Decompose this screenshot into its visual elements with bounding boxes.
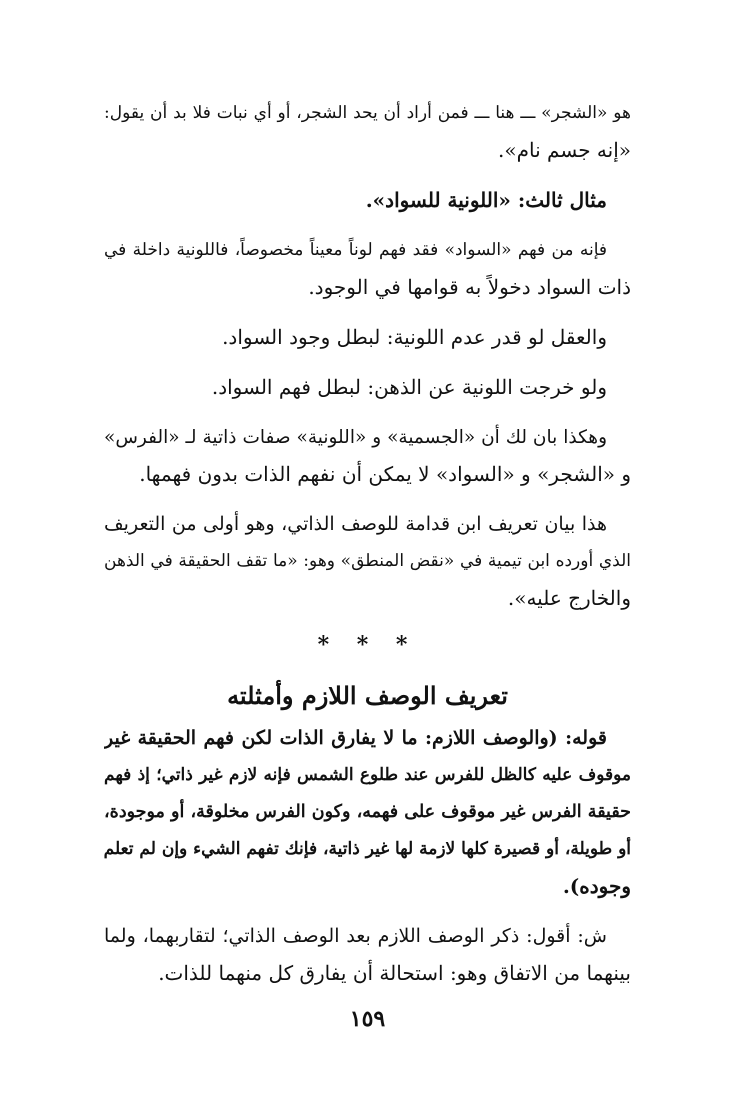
paragraph: [104, 369, 631, 406]
paragraph: [104, 419, 631, 493]
text-line: وجوده).: [562, 874, 631, 898]
text-line: «إنه جسم نام».: [498, 138, 631, 162]
paragraph: [104, 232, 631, 306]
text-line: وهكذا بان لك أن «الجسمية» و «اللونية» صفات ذاتية لـ «الفرس»: [104, 427, 607, 448]
paragraph: [104, 918, 631, 992]
text-line: ولو خرجت اللونية عن الذهن: لبطل فهم السواد.: [211, 375, 607, 399]
example-label-line: مثال ثالث: «اللونية للسواد».: [365, 188, 607, 212]
paragraph: [104, 319, 631, 356]
text-line: و «الشجر» و «السواد» لا يمكن أن نفهم الذات بدون فهمها.: [139, 462, 631, 486]
text-line: ذات السواد دخولاً به قوامها في الوجود.: [308, 275, 631, 299]
text-line: هذا بيان تعريف ابن قدامة للوصف الذاتي، وهو أولى من التعريف: [104, 513, 607, 535]
text-line: والعقل لو قدر عدم اللونية: لبطل وجود السواد.: [222, 325, 607, 349]
page-number: ١٥٩: [349, 1006, 386, 1032]
text-line: الذي أورده ابن تيمية في «نقض المنطق» وهو: «ما تقف الحقيقة في الذهن: [104, 551, 631, 571]
text-line: حقيقة الفرس غير موقوف على فهمه، وكون الفرس مخلوقة، أو موجودة،: [104, 802, 631, 822]
text-line: فإنه من فهم «السواد» فقد فهم لوناً معيناً مخصوصاً، فاللونية داخلة في: [104, 240, 607, 260]
section-separator: * * *: [317, 632, 418, 658]
section-heading: تعريف الوصف اللازم وأمثلته: [227, 681, 508, 710]
text-line: والخارج عليه».: [507, 586, 631, 610]
paragraph: [104, 95, 631, 169]
text-line: موقوف عليه كالظل للفرس عند طلوع الشمس فإنه لازم غير ذاتي؛ إذ فهم: [104, 765, 631, 785]
text-line: قوله: (والوصف اللازم: ما لا يفارق الذات لكن فهم الحقيقة غير: [104, 727, 607, 749]
text-line: ش: أقول: ذكر الوصف اللازم بعد الوصف الذاتي؛ لتقاربهما، ولما: [104, 925, 607, 947]
text-line: أو طويلة، أو قصيرة كلها لازمة لها غير ذاتية، فإنك تفهم الشيء وإن لم تعلم: [104, 839, 631, 859]
text-line: هو «الشجر» ـــ هنا ـــ فمن أراد أن يحد الشجر، أو أي نبات فلا بد أن يقول:: [104, 103, 631, 123]
quoted-text-paragraph: [104, 720, 631, 905]
paragraph: [104, 182, 631, 219]
paragraph: [104, 506, 631, 617]
text-line: بينهما من الاتفاق وهو: استحالة أن يفارق كل منهما للذات.: [158, 961, 631, 985]
